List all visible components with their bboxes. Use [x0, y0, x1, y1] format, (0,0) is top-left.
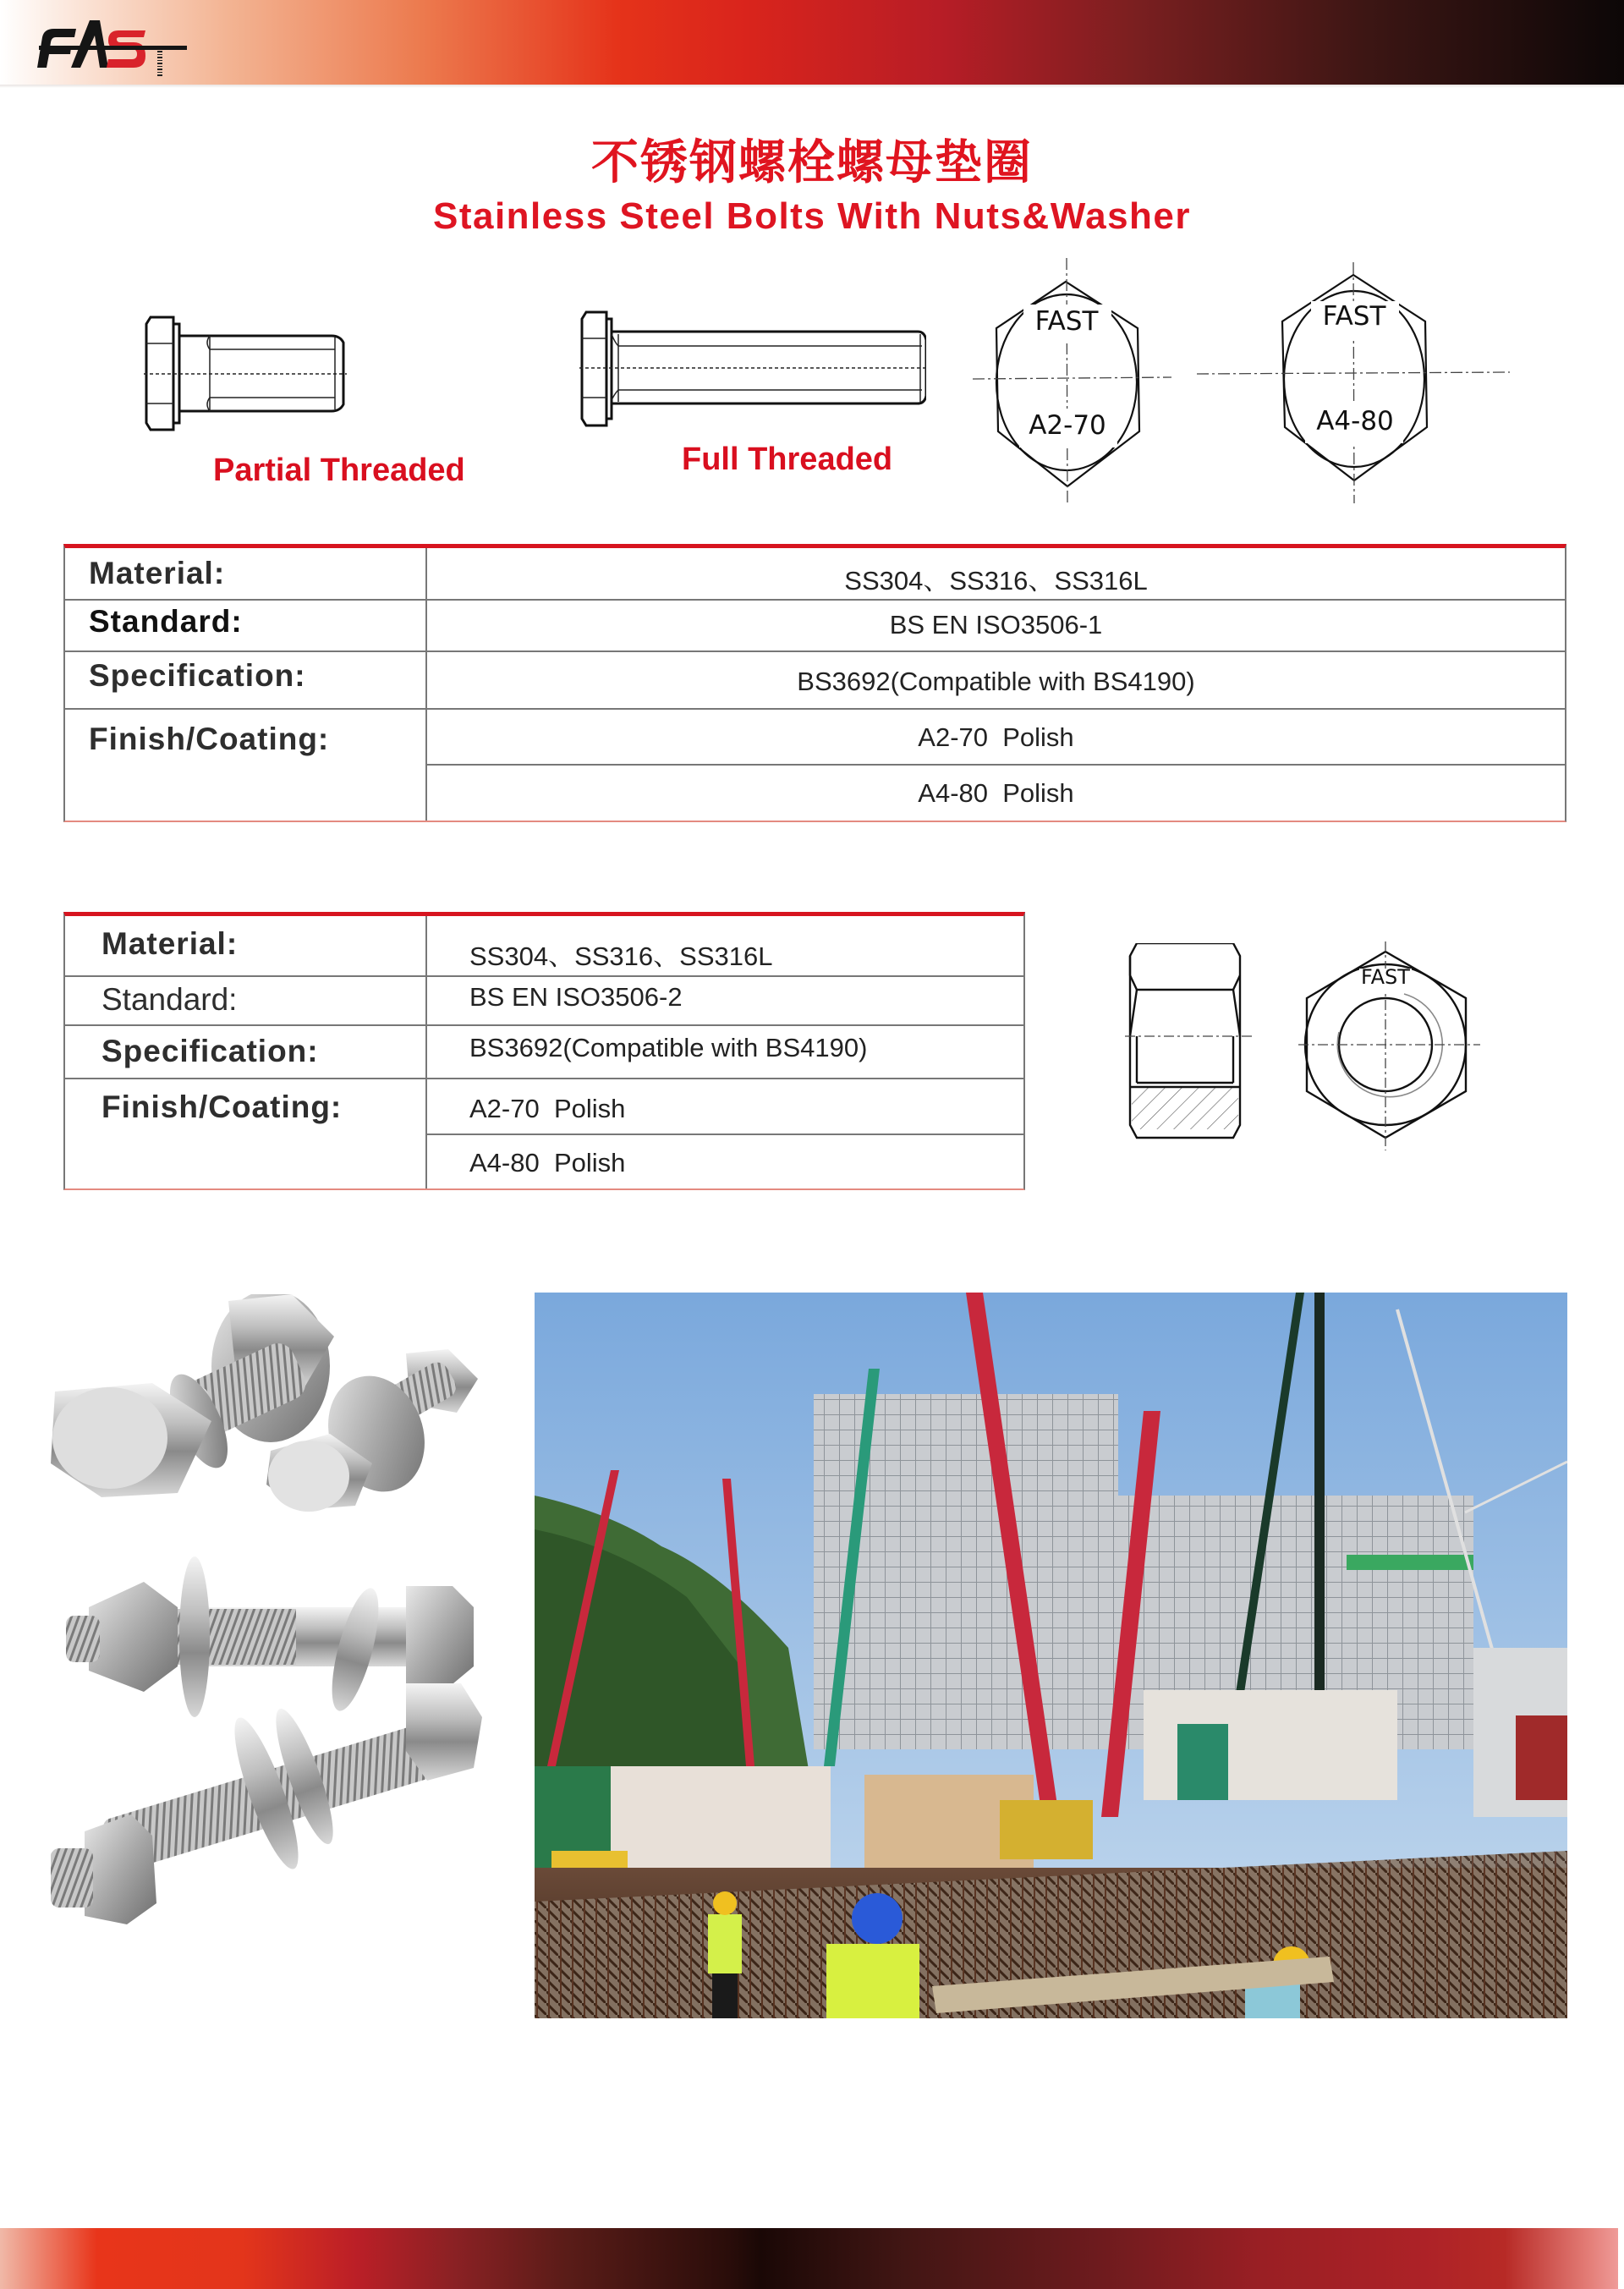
nut-side-view-icon	[1125, 943, 1252, 1146]
table-row-divider	[65, 1078, 1023, 1079]
head-marking-grade-text: A4-80	[1316, 406, 1394, 436]
full-threaded-bolt-icon	[579, 309, 926, 444]
hex-head-icon	[1197, 254, 1510, 508]
fast-logo	[30, 12, 191, 80]
row-value-specification: BS3692(Compatible with BS4190)	[469, 1033, 868, 1062]
stainless-bolts-photo-icon	[51, 1294, 524, 2056]
nut-marking-text: FAST	[1361, 965, 1410, 989]
construction-site-photo-icon	[535, 1293, 1567, 2018]
row-label-standard: Standard:	[89, 604, 243, 639]
row-value-finish-a4: A4-80 Polish	[469, 1148, 626, 1177]
row-value-finish-a2: A2-70 Polish	[469, 1094, 626, 1123]
table-row-divider	[65, 975, 1023, 977]
table-row-divider	[65, 708, 1565, 710]
hex-head-icon	[968, 254, 1180, 508]
full-threaded-bolt-drawing	[579, 309, 926, 444]
header-gradient-bar	[0, 0, 1624, 85]
row-label-specification: Specification:	[89, 658, 306, 693]
row-label-standard: Standard:	[102, 982, 238, 1017]
row-value-finish-a2: A2-70 Polish	[918, 722, 1074, 752]
row-value-material: SS304、SS316、SS316L	[469, 941, 773, 971]
header-divider	[0, 85, 1624, 88]
table-row-divider	[425, 764, 1565, 766]
row-value-standard: BS EN ISO3506-2	[469, 982, 683, 1012]
fast-logo-icon	[30, 12, 191, 80]
row-label-material: Material:	[89, 556, 226, 590]
row-label-finish-coating: Finish/Coating:	[102, 1090, 343, 1124]
table-column-divider	[425, 916, 427, 1188]
head-marking-grade-text: A2-70	[1029, 410, 1106, 441]
head-marking-top-text: FAST	[1322, 301, 1386, 332]
bolt-head-marking-a4-80	[1197, 254, 1510, 508]
row-value-finish-a4: A4-80 Polish	[918, 778, 1074, 808]
footer-gradient-bar	[0, 2228, 1618, 2289]
product-photo-bolts	[51, 1294, 524, 2056]
table-row-divider	[65, 599, 1565, 601]
page-title-english: Stainless Steel Bolts With Nuts&Washer	[432, 195, 1192, 237]
row-value-standard: BS EN ISO3506-1	[889, 610, 1103, 639]
row-label-finish-coating: Finish/Coating:	[89, 722, 330, 756]
table-row-divider	[65, 650, 1565, 652]
row-label-specification: Specification:	[102, 1034, 319, 1068]
nut-spec-table	[63, 912, 1025, 1190]
partial-threaded-label: Partial Threaded	[213, 453, 465, 488]
bolt-head-marking-a2-70	[968, 254, 1180, 508]
table-row-divider	[425, 1134, 1023, 1135]
partial-threaded-bolt-drawing	[144, 309, 516, 444]
partial-threaded-bolt-icon	[144, 309, 516, 444]
row-label-material: Material:	[102, 926, 239, 961]
page-title-chinese: 不锈钢螺栓螺母垫圈	[591, 135, 1033, 190]
head-marking-top-text: FAST	[1034, 306, 1099, 337]
bolt-spec-table	[63, 544, 1566, 822]
full-threaded-label: Full Threaded	[682, 442, 893, 477]
nut-side-view-drawing	[1125, 943, 1252, 1146]
row-value-material: SS304、SS316、SS316L	[844, 566, 1148, 596]
row-value-specification: BS3692(Compatible with BS4190)	[797, 667, 1195, 696]
construction-site-photo	[535, 1293, 1567, 2018]
nut-top-view-drawing	[1298, 935, 1484, 1155]
table-row-divider	[65, 1024, 1023, 1026]
